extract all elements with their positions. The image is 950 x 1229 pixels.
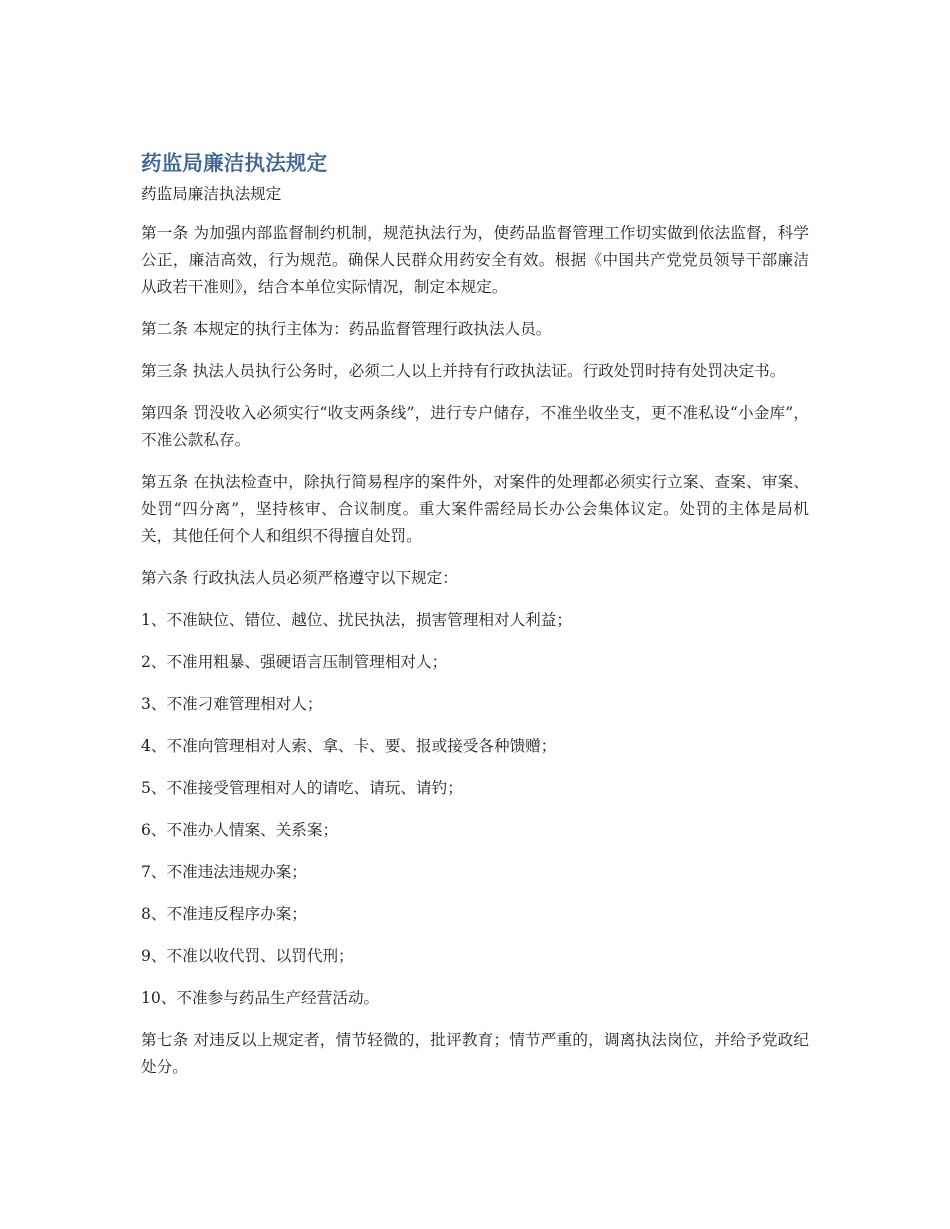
article-3: 第三条 执法人员执行公务时，必须二人以上并持有行政执法证。行政处罚时持有处罚决定书。	[141, 362, 786, 380]
list-item: 7、不准违法违规办案；	[141, 863, 307, 881]
list-item: 1、不准缺位、错位、越位、扰民执法，损害管理相对人利益；	[141, 611, 572, 629]
article-1: 第一条 为加强内部监督制约机制，规范执法行为，使药品监督管理工作切实做到依法监督，科学公正，廉洁高效，行为规范。确保人民群众用药安全有效。根据《中国共产党党员领导干部廉洁从政若干准则》，结合本单位实际情况，制定本规定。	[141, 224, 809, 296]
article-2: 第二条 本规定的执行主体为：药品监督管理行政执法人员。	[141, 320, 552, 338]
list-item: 2、不准用粗暴、强硬语言压制管理相对人；	[141, 653, 448, 671]
list-item: 9、不准以收代罚、以罚代刑；	[141, 947, 354, 965]
list-item: 5、不准接受管理相对人的请吃、请玩、请钓；	[141, 779, 463, 797]
document-page	[141, 148, 809, 1096]
article-7: 第七条 对违反以上规定者，情节轻微的，批评教育；情节严重的，调离执法岗位，并给予党政纪处分。	[141, 1031, 809, 1076]
document-title: 药监局廉洁执法规定	[141, 151, 328, 175]
list-item: 6、不准办人情案、关系案；	[141, 821, 339, 839]
list-item: 4、不准向管理相对人索、拿、卡、要、报或接受各种馈赠；	[141, 737, 557, 755]
article-6: 第六条 行政执法人员必须严格遵守以下规定：	[141, 569, 458, 587]
document-subtitle: 药监局廉洁执法规定	[141, 185, 282, 203]
article-4: 第四条 罚没收入必须实行“收支两条线”，进行专户储存，不准坐收坐支，更不准私设“小金库”，不准公款私存。	[141, 404, 809, 449]
list-item: 3、不准刁难管理相对人；	[141, 695, 323, 713]
article-5: 第五条 在执法检查中，除执行简易程序的案件外，对案件的处理都必须实行立案、查案、审案、处罚“四分离”，坚持核审、合议制度。重大案件需经局长办公会集体议定。处罚的主体是局机关，其他任何个人和组织不得擅自处罚。	[141, 473, 809, 545]
list-item: 10、不准参与药品生产经营活动。	[141, 989, 380, 1007]
list-item: 8、不准违反程序办案；	[141, 905, 307, 923]
